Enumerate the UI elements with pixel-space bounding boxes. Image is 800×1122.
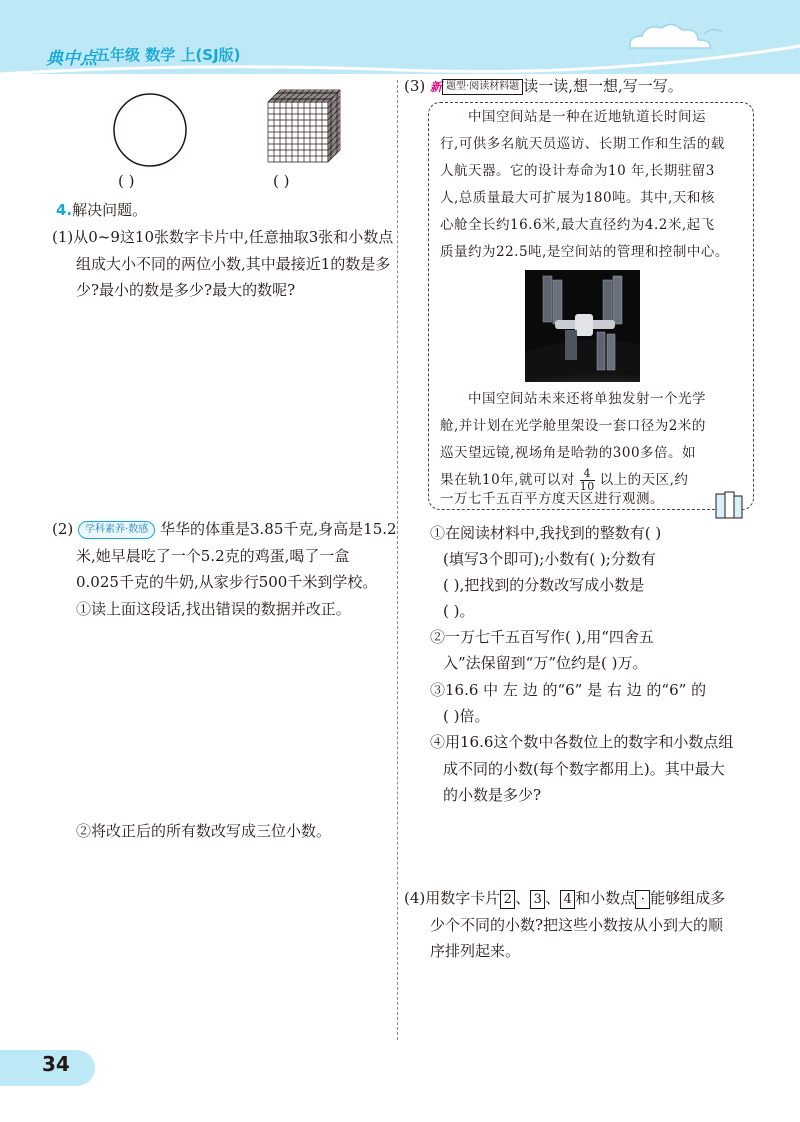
- q2-number: (2): [52, 520, 74, 538]
- circle-figure: [110, 90, 190, 170]
- reading-frac-before: 果在轨10年,就可以对: [440, 472, 575, 488]
- q1-line-2: 组成大小不同的两位小数,其中最接近1的数是多: [76, 255, 391, 273]
- a1-line-1: ①在阅读材料中,我找到的整数有( ): [430, 524, 662, 542]
- reading-line-9: 巡天望远镜,视场角是哈勃的300多倍。如: [440, 445, 697, 461]
- q4-heading: [56, 197, 147, 224]
- column-divider: [397, 80, 398, 1040]
- digit-card-2: 2: [500, 890, 515, 909]
- q2-line-1: [52, 516, 397, 543]
- reading-line-2: 行,可供多名航天员巡访、长期工作和生活的载: [440, 136, 725, 152]
- space-station-photo: [525, 270, 640, 382]
- card-sep-1: 、: [515, 889, 531, 907]
- a4-line-1: ④用16.6这个数中各数位上的数字和小数点组: [430, 733, 734, 751]
- cloud-icon: [620, 18, 730, 58]
- a1-line-2: (填写3个即可);小数有( );分数有: [443, 550, 656, 568]
- a1-line-4: ( )。: [443, 602, 475, 620]
- reading-frac-after: 以上的天区,约: [599, 472, 689, 488]
- q4-after: 能够组成多: [650, 889, 726, 907]
- q4-right-line-3: 序排列起来。: [430, 942, 521, 960]
- space-station-illustration: [525, 270, 640, 382]
- a2-line-2: 入”法保留到“万”位约是( )万。: [443, 654, 648, 672]
- shape-answer-2[interactable]: ( ): [273, 172, 290, 190]
- a4-line-3: 的小数是多少?: [443, 786, 542, 804]
- reading-line-1: 中国空间站是一种在近地轨道长时间运: [468, 109, 706, 125]
- reading-line-6: 质量约为22.5吨,是空间站的管理和控制中心。: [440, 244, 729, 260]
- shape-answer-1[interactable]: ( ): [118, 172, 135, 190]
- digit-card-3: 3: [530, 890, 545, 909]
- reading-line-7: 中国空间站未来还将单独发射一个光学: [468, 391, 706, 407]
- q3-number: (3): [404, 77, 426, 95]
- a4-line-2: 成不同的小数(每个数字都用上)。其中最大: [443, 760, 725, 778]
- a2-line-1: ②一万七千五百写作( ),用“四舍五: [430, 628, 654, 646]
- q3-heading: [404, 73, 683, 101]
- q1-line-1: (1)从0~9这10张数字卡片中,任意抽取3张和小数点: [52, 228, 394, 246]
- reading-line-3: 人航天器。它的设计寿命为10 年,长期驻留3: [440, 163, 715, 179]
- card-sep-2: 、: [545, 889, 561, 907]
- a3-line-2: ( )倍。: [443, 707, 490, 725]
- reading-line-11: 一万七千五百平方度天区进行观测。: [440, 491, 664, 507]
- cube-grid-figure: [262, 84, 346, 168]
- fraction-denominator: 10: [579, 480, 595, 493]
- digit-card-4: 4: [560, 890, 575, 909]
- page-number: 34: [42, 1052, 70, 1076]
- q3-title: 读一读,想一想,写一写。: [523, 77, 683, 95]
- q4-right-line-1: [404, 885, 725, 912]
- q2-text-1: 华华的体重是3.85千克,身高是15.2: [160, 520, 397, 538]
- reading-line-4: 人,总质量最大可扩展为180吨。其中,天和核: [440, 190, 715, 206]
- q1-line-3: 少?最小的数是多少?最大的数呢?: [76, 281, 296, 299]
- reading-line-8: 舱,并计划在光学舱里架设一套口径为2米的: [440, 418, 706, 434]
- reading-line-5: 心舱全长约16.6米,最大直径约为4.2米,起飞: [440, 217, 715, 233]
- q2-line-2: 米,她早晨吃了一个5.2克的鸡蛋,喝了一盒: [76, 547, 350, 565]
- q4-prefix: (4)用数字卡片: [404, 889, 501, 907]
- q2-line-4: ①读上面这段话,找出错误的数据并改正。: [76, 600, 351, 618]
- q2-part-2: ②将改正后的所有数改写成三位小数。: [76, 822, 332, 840]
- q3-type-tag: 题型·阅读材料题: [442, 79, 523, 95]
- new-badge: 新: [430, 80, 443, 94]
- q2-tag: 学科素养·数感: [78, 521, 155, 539]
- q4-mid: 和小数点: [575, 889, 636, 907]
- book-title: 五年级 数学 上(SJ版): [95, 46, 241, 64]
- brand-logo: 典中点: [46, 49, 97, 69]
- decimal-point-card: ·: [635, 890, 650, 909]
- q2-line-3: 0.025千克的牛奶,从家步行500千米到学校。: [76, 573, 378, 591]
- a3-line-1: ③16.6 中 左 边 的“6” 是 右 边 的“6” 的: [430, 681, 707, 699]
- q4-heading-text: 解决问题。: [72, 201, 148, 219]
- q4-heading-number: 4.: [56, 201, 73, 219]
- fraction-numerator: 4: [580, 468, 595, 481]
- q4-right-line-2: 少个不同的小数?把这些小数按从小到大的顺: [430, 916, 724, 934]
- books-icon: [712, 488, 746, 522]
- a1-line-3: ( ),把找到的分数改写成小数是: [443, 576, 645, 594]
